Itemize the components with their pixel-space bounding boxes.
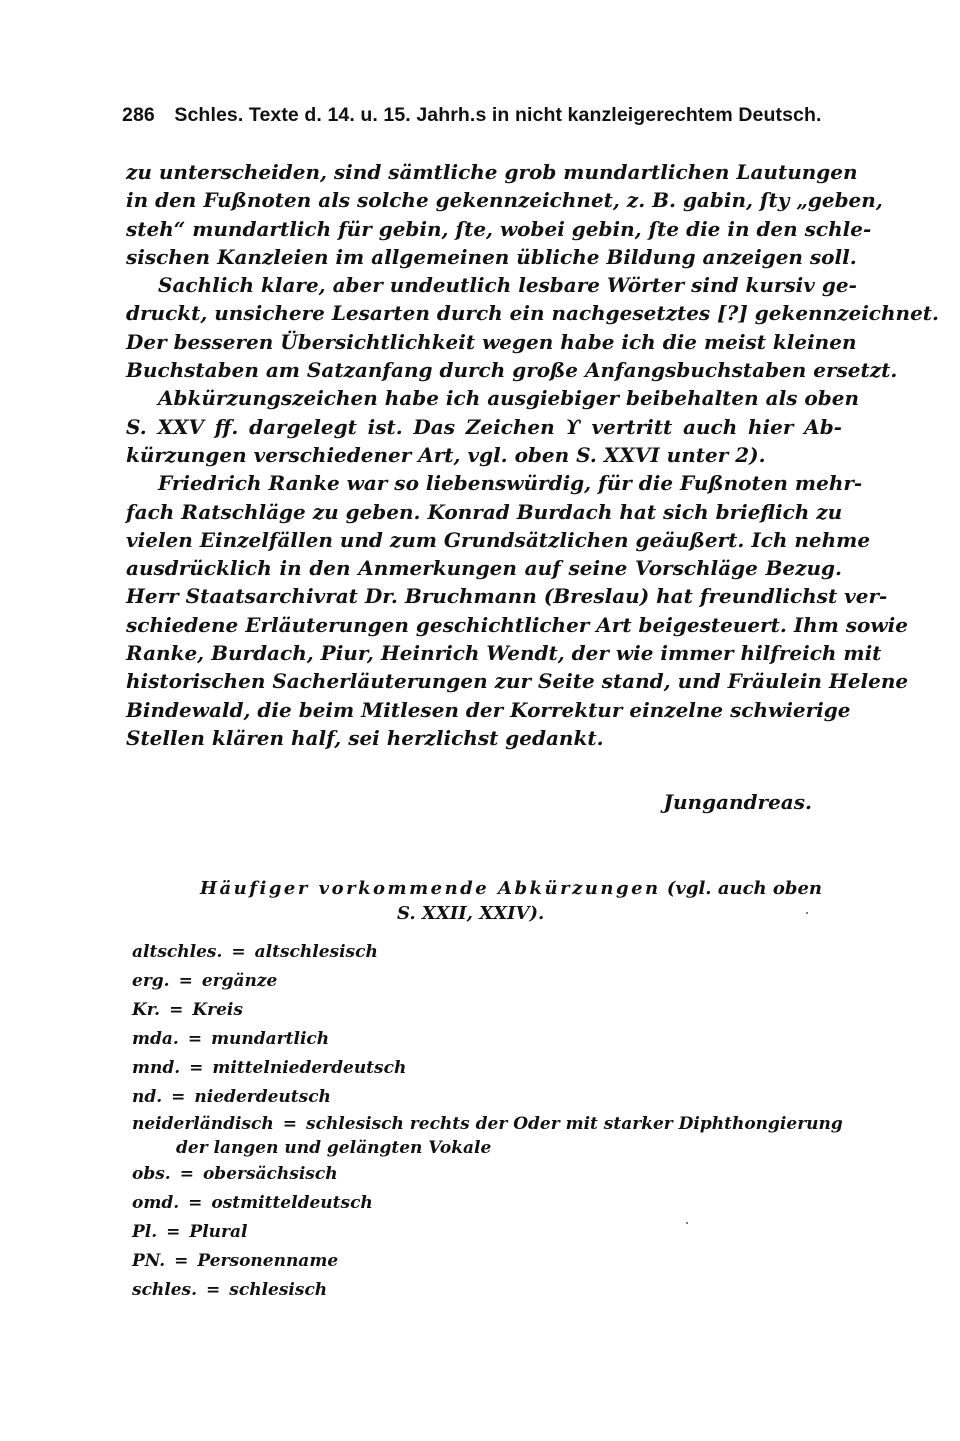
abbreviation-entry <box>132 1083 852 1112</box>
text-line: kürzungen verschiedener Art, vgl. oben S. XXVI unter 2). <box>126 442 766 467</box>
text-line: druckt, unsichere Lesarten durch ein nachgesetztes [?] gekennzeichnet. <box>126 301 939 326</box>
text-line: Sachlich klare, aber undeutlich lesbare Wörter sind kursiv ge- <box>158 273 857 298</box>
abbreviation-entry <box>132 1025 852 1054</box>
abbreviation: erg. <box>132 971 170 991</box>
text-line: sischen Kanzleien im allgemeinen übliche Bildung anzeigen soll. <box>126 244 857 269</box>
running-header <box>122 104 852 127</box>
abbreviation-meaning: Plural <box>189 1222 248 1242</box>
abbreviation-entry <box>132 1247 852 1276</box>
heading-reference: (vgl. auch oben <box>666 878 823 899</box>
abbreviation-meaning: mundartlich <box>211 1029 330 1049</box>
abbreviation-meaning: altschlesisch <box>254 942 378 962</box>
abbreviation-meaning: Kreis <box>192 1000 243 1020</box>
abbreviation-meaning: Personenname <box>197 1251 339 1271</box>
abbreviation-entry <box>132 1112 852 1136</box>
abbreviation-entry <box>132 996 852 1025</box>
text-line: steh“ mundartlich für gebin, ſte, wobei gebin, ſte die in den schle- <box>126 216 872 241</box>
text-line: in den Fußnoten als solche gekennzeichnet, z. B. gabin, ſty „geben, <box>126 188 883 213</box>
abbreviation-entry <box>132 938 852 967</box>
abbreviation-meaning: schlesisch <box>229 1280 328 1300</box>
equals-sign: = <box>174 1251 189 1271</box>
text-line: Friedrich Ranke war so liebenswürdig, für die Fußnoten mehr- <box>158 471 863 496</box>
equals-sign: = <box>189 1058 204 1078</box>
abbreviation: nd. <box>132 1087 163 1107</box>
abbreviation: neiderländisch <box>132 1114 274 1134</box>
equals-sign: = <box>171 1087 186 1107</box>
text-line: historischen Sacherläuterungen zur Seite stand, und Fräulein Helene <box>126 669 909 694</box>
abbreviation-meaning: ergänze <box>201 971 278 991</box>
text-line: Bindewald, die beim Mitlesen der Korrektur einzelne schwierige <box>126 697 851 722</box>
text-line: zu unterscheiden, sind sämtliche grob mundartlichen Lautungen <box>126 160 858 184</box>
text-line: ausdrücklich in den Anmerkungen auf seine Vorschläge Bezug. <box>126 556 842 581</box>
abbreviation-meaning: ostmitteldeutsch <box>211 1193 373 1213</box>
running-title: Schles. Texte d. 14. u. 15. Jahrh.s in nicht kanzleigerechtem Deutsch. <box>174 104 822 126</box>
equals-sign: = <box>206 1280 221 1300</box>
abbreviation: mda. <box>132 1029 179 1049</box>
text-line: Buchstaben am Satzanfang durch große Anfangsbuchstaben ersetzt. <box>126 358 898 383</box>
equals-sign: = <box>187 1029 203 1049</box>
equals-sign: = <box>169 1000 184 1020</box>
abbreviation: schles. <box>132 1280 198 1300</box>
abbreviations-heading <box>200 878 823 924</box>
text-line: fach Ratschläge zu geben. Konrad Burdach hat sich brieflich zu <box>126 499 843 524</box>
abbreviation: obs. <box>132 1164 171 1184</box>
equals-sign: = <box>179 1164 194 1184</box>
heading-spaced-title: Häufiger vorkommende Abkürzungen <box>200 878 661 899</box>
text-line: Herr Staatsarchivrat Dr. Bruchmann (Breslau) hat freundlichst ver- <box>126 584 888 609</box>
abbreviation-meaning: schlesisch rechts der Oder mit starker Diphthongierung <box>306 1114 843 1134</box>
text-line: vielen Einzelfällen und zum Grundsätzlichen geäußert. Ich nehme <box>126 527 871 552</box>
text-line: Ranke, Burdach, Piur, Heinrich Wendt, der wie immer hilfreich mit <box>126 641 882 666</box>
text-line: S. XXV ff. dargelegt ist. Das Zeichen ϒ vertritt auch hier Ab- <box>126 414 842 439</box>
abbreviation: mnd. <box>132 1058 181 1078</box>
abbreviation-entry <box>132 1218 852 1247</box>
abbreviation: Kr. <box>132 1000 161 1020</box>
page-number: 286 <box>122 104 155 126</box>
abbreviation: omd. <box>132 1193 180 1213</box>
abbreviation-entry <box>132 1189 852 1218</box>
equals-sign: = <box>166 1222 181 1242</box>
abbreviation-continuation: der langen und gelängten Vokale <box>176 1138 492 1158</box>
abbreviation-meaning: mittelniederdeutsch <box>212 1058 407 1078</box>
abbreviation: altschles. <box>132 942 223 962</box>
text-line: Stellen klären half, sei herzlichst gedankt. <box>126 725 604 750</box>
abbreviation-entry <box>132 967 852 996</box>
text-line: Abkürzungszeichen habe ich ausgiebiger beibehalten als oben <box>158 386 860 411</box>
main-text <box>126 158 939 752</box>
print-speck <box>686 1222 688 1224</box>
abbreviation-entry <box>132 1160 852 1189</box>
equals-sign: = <box>231 942 246 962</box>
print-speck <box>806 912 808 914</box>
equals-sign: = <box>282 1114 298 1134</box>
equals-sign: = <box>178 971 193 991</box>
abbreviation-entry <box>132 1054 852 1083</box>
abbreviation: PN. <box>132 1251 166 1271</box>
equals-sign: = <box>188 1193 203 1213</box>
abbreviation: Pl. <box>132 1222 158 1242</box>
abbreviation-meaning: obersächsisch <box>202 1164 338 1184</box>
abbreviation-list <box>132 938 852 1305</box>
abbreviation-entry <box>132 1276 852 1305</box>
text-line: schiedene Erläuterungen geschichtlicher Art beigesteuert. Ihm sowie <box>126 612 908 637</box>
text-line: Der besseren Übersichtlichkeit wegen habe ich die meist kleinen <box>126 329 857 354</box>
abbreviation-meaning: niederdeutsch <box>194 1087 331 1107</box>
heading-line-2: S. XXII, XXIV). <box>397 903 545 924</box>
signature: Jungandreas. <box>663 790 812 814</box>
